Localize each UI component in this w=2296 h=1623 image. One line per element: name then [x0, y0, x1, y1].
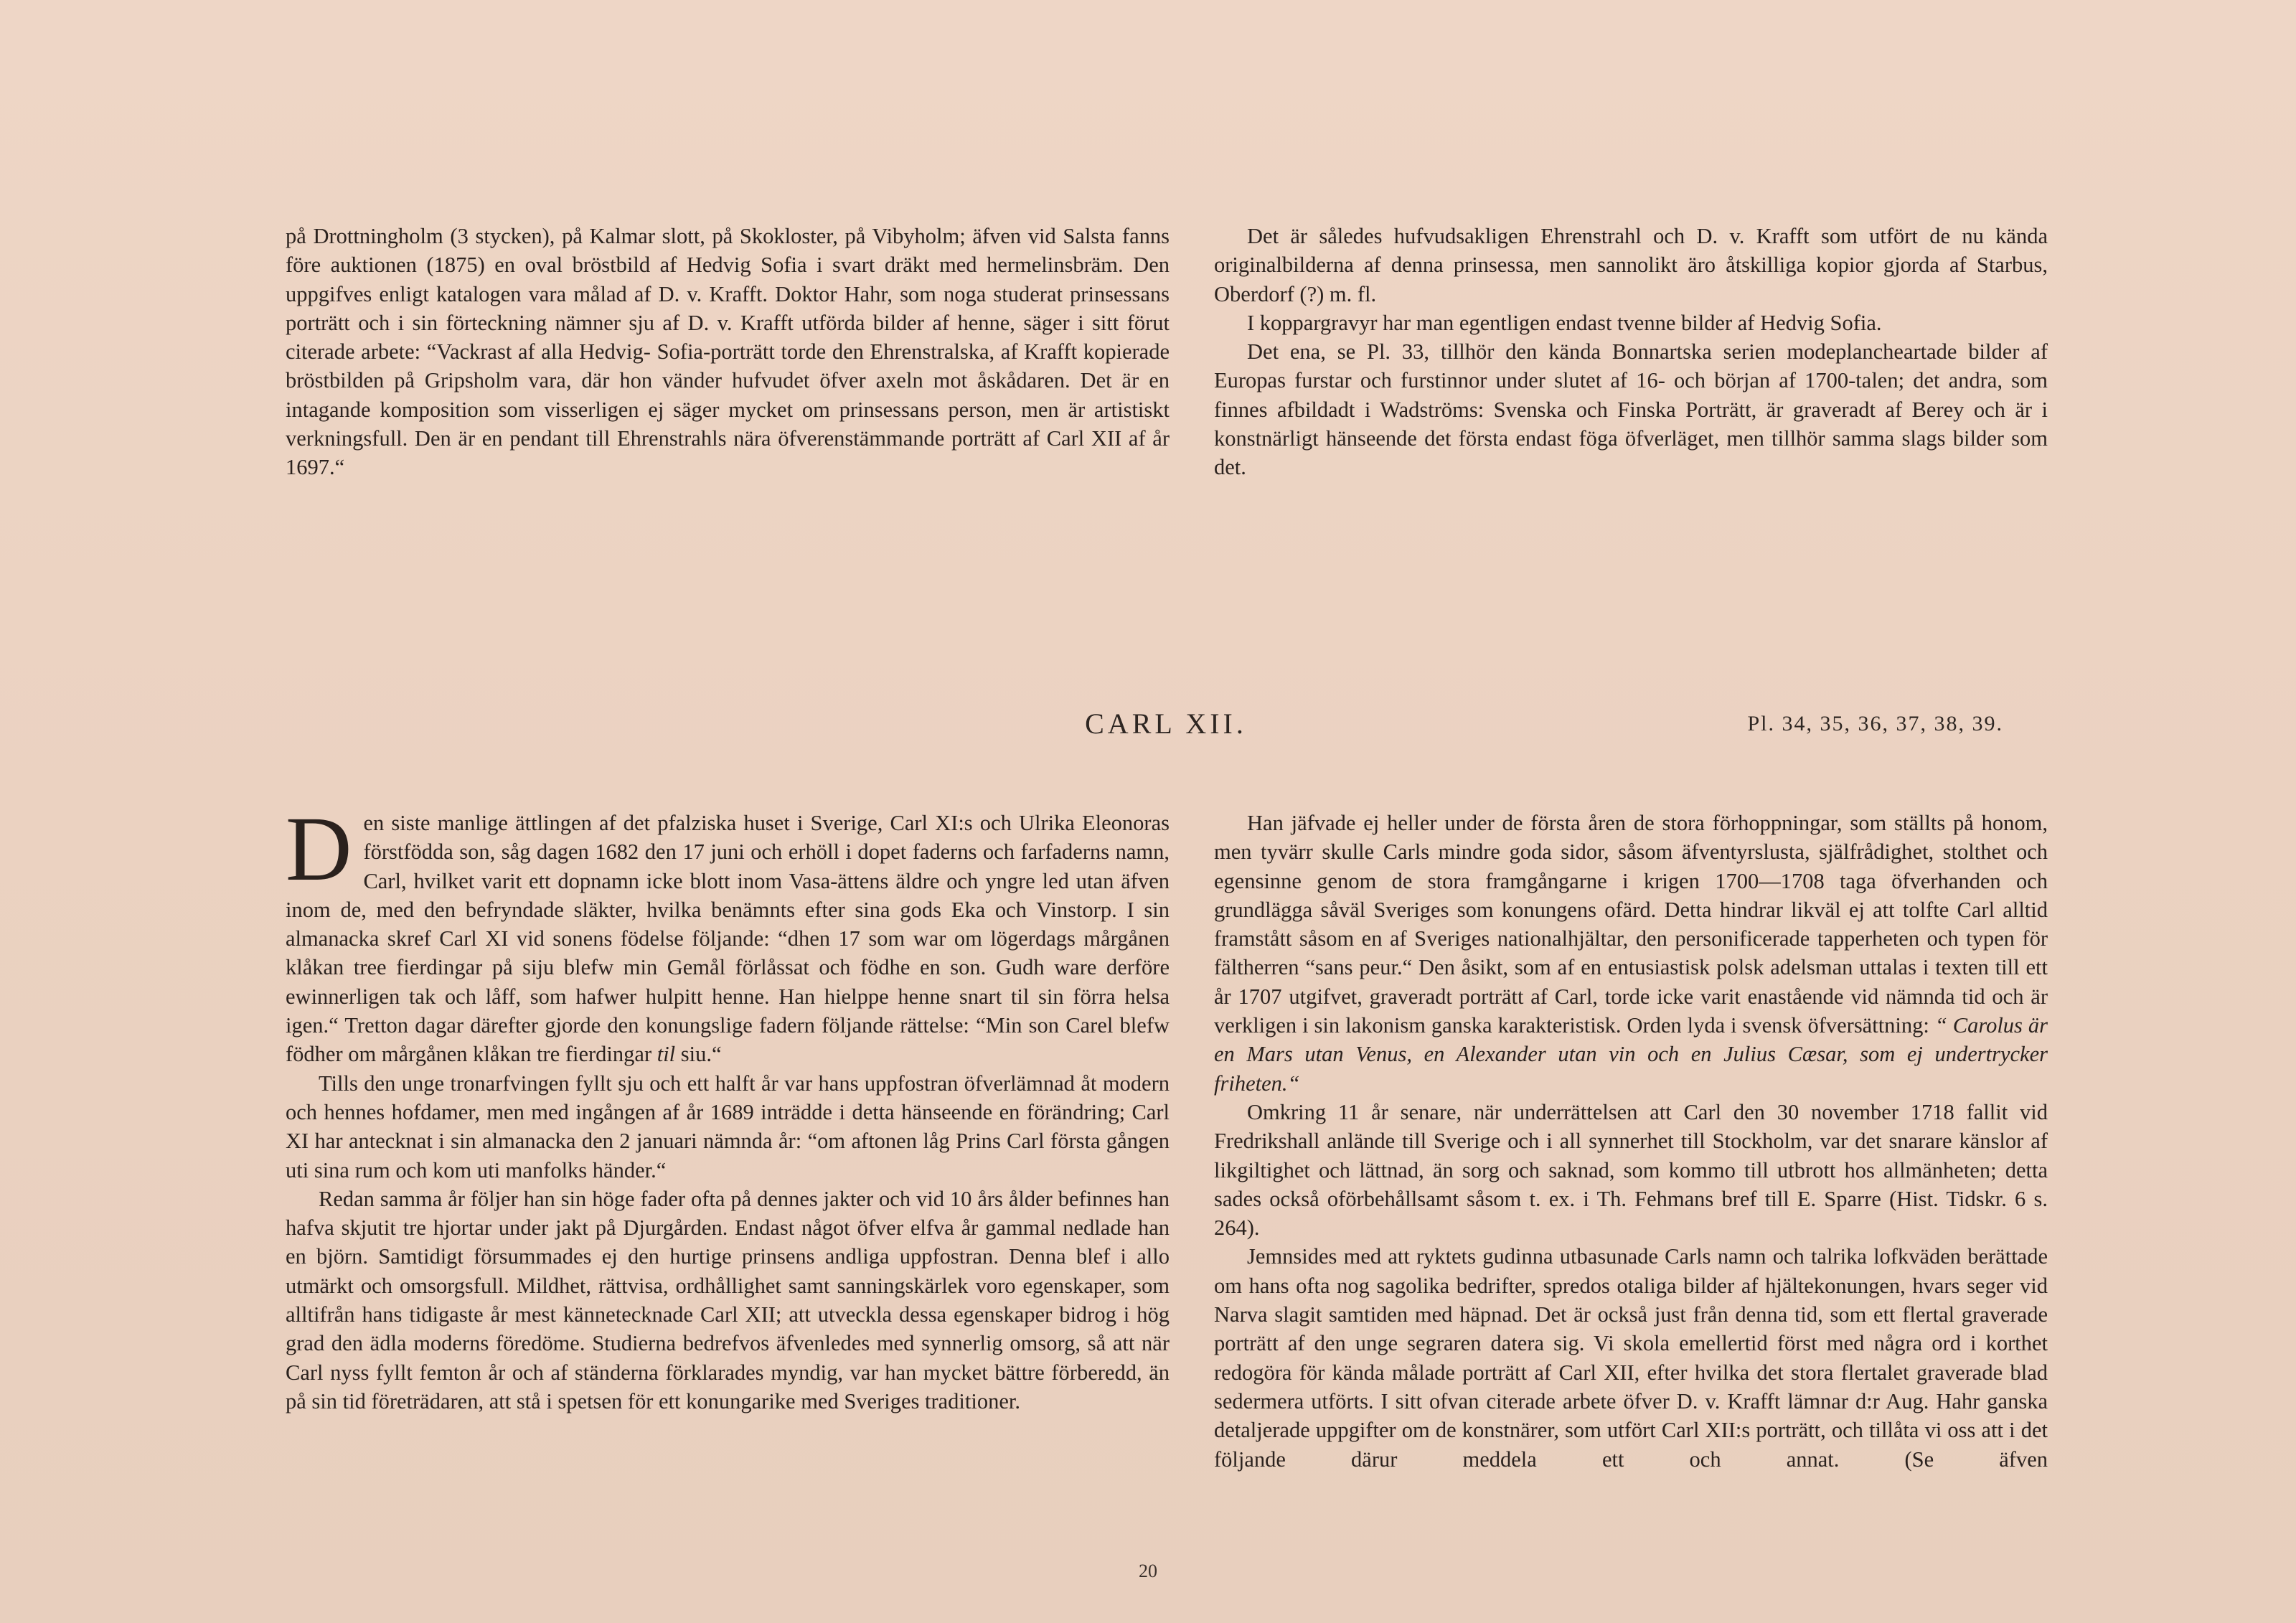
section-heading: CARL XII.	[1085, 707, 1247, 740]
paragraph-text-end: siu.“	[675, 1042, 722, 1067]
paragraph: Redan samma år följer han sin höge fader ofta på dennes jakter och vid 10 års ålder befinnes han hafva skjutit tre hjortar under jakt på Djurgården. Endast något öfver elfva år gammal nedlade han en björn. Samtidigt försummades ej den hurtige prinsens andliga uppfostran. Denna blef i allo utmärkt och omsorgsfull. Mildhet, rättvisa, ordhållighet samt sanningskärlek voro egenskaper, som alltifrån hans tidigaste år mest kännetecknade Carl XII; att utveckla dessa egenskaper bidrog i hög grad den ädla moderns föredöme. Studierna bedrefvos äfvenledes med synnerlig omsorg, så att när Carl nyss fyllt femton år och af ständerna förklarades myndig, var han mycket bättre förberedd, än på sin tid företrädaren, att stå i spetsen för ett konungarike med Sveriges traditioner.	[286, 1186, 1170, 1413]
page-number: 20	[1139, 1561, 1157, 1581]
top-left-column	[286, 222, 1170, 482]
top-right-column	[1214, 222, 2048, 482]
italic-word: til	[657, 1042, 676, 1067]
paragraph	[1214, 809, 2048, 1098]
paragraph-text: en siste manlige ättlingen af det pfalziska huset i Sverige, Carl XI:s och Ulrika Eleonoras förstfödda son, såg dagen 1682 den 17 juni och erhöll i dopet faderns och farfaderns namn, Carl, hvilket varit ett dopnamn icke blott inom Vasa-ättens äldre och yngre led utan äfven inom de, med den befryndade släkter, hvilka benämnts efter sina gods Eka och Vinstorp. I sin almanacka skref Carl XI vid sonens födelse följande: “dhen 17 som war om lögerdags mårgånen klåkan tree fierdingar på siju blefw min Gemål förlåssat och födhe en son. Gudh ware derföre ewinnerligen tak och låff, som hafwer hulpitt henne. Han hielppe henne snart til sin förra helsa igen.“ Tretton dagar därefter gjorde den konungslige fadern följande rättelse: “Min son Carel blefw födher om mårgånen klåkan tre fierdingar	[286, 811, 1170, 1067]
italic-quote: “ Carolus är en Mars utan Venus, en Alexander utan vin och en Julius Cæsar, som ej undertrycker friheten.“	[1214, 1013, 2048, 1096]
paragraph: Det ena, se Pl. 33, tillhör den kända Bonnartska serien modeplancheartade bilder af Europas furstar och furstinnor under slutet af 16- och början af 1700-talen; det andra, som finnes afbildadt i Wadströms: Svenska och Finska Porträtt, är graveradt af Berey och är i konstnärligt hänseende det första endast föga öfverläget, men tillhör samma slags bilder som det.	[1214, 339, 2048, 480]
paragraph: Det är således hufvudsakligen Ehrenstrahl och D. v. Krafft som utfört de nu kända originalbilderna af denna prinsessa, men sannolikt äro åtskilliga kopior gjorda af Starbus, Oberdorf (?) m. fl.	[1214, 224, 2048, 306]
plate-references: Pl. 34, 35, 36, 37, 38, 39.	[1747, 712, 2003, 735]
bottom-right-column	[1214, 809, 2048, 1474]
paragraph: Jemnsides med att ryktets gudinna utbasunade Carls namn och talrika lofkväden berättade om hans ofta nog sagolika bedrifter, spredos otaliga bilder af hjältekonungen, hvars seger vid Narva slagit samtiden med häpnad. Det är också just från denna tid, som ett flertal graverade porträtt af den unge segraren datera sig. Vi skola emellertid först med några ord i korthet redogöra för kända målade porträtt af Carl XII, efter hvilka det stora flertalet graverade blad sedermera utförts. I sitt ofvan citerade arbete öfver D. v. Krafft lämnar d:r Aug. Hahr ganska detaljerade uppgifter om de konstnärer, som utfört Carl XII:s porträtt, och tillåta vi oss att i det följande därur meddela ett och annat. (Se äfven	[1214, 1244, 2048, 1472]
paragraph-text: Han jäfvade ej heller under de första åren de stora förhoppningar, som ställts på honom, men tyvärr skulle Carls mindre goda sidor, såsom äfventyrslusta, själfrådighet, stolthet och egensinne genom de stora framgångarne i krigen 1700—1708 taga öfverhanden och grundlägga såväl Sveriges som konungens ofärd. Detta hindrar likväl ej att tolfte Carl alltid framstått såsom en af Sveriges nationalhjältar, den personificerade tapperheten och typen för fältherren “sans peur.“ Den åsikt, som af en entusiastisk polsk adelsman uttalas i texten till ett år 1707 utgifvet, graveradt porträtt af Carl, torde icke varit enastående vid nämnda tid och är verkligen i sin lakonism ganska karakteristisk. Orden lyda i svensk öfversättning:	[1214, 811, 2048, 1038]
paragraph: I koppargravyr har man egentligen endast tvenne bilder af Hedvig Sofia.	[1247, 310, 1882, 335]
drop-cap: D	[286, 798, 352, 900]
paragraph: Tills den unge tronarfvingen fyllt sju och ett halft år var hans uppfostran öfverlämnad åt modern och hennes hofdamer, men med ingången af år 1689 inträdde i detta hänseende en förändring; Carl XI har antecknat i sin almanacka den 2 januari nämnda år: “om aftonen låg Prins Carl första gången uti sina rum och kom uti manfolks händer.“	[286, 1071, 1170, 1182]
paragraph: Omkring 11 år senare, när underrättelsen att Carl den 30 november 1718 fallit vid Fredrikshall anlände till Sverige och i all synnerhet till Stockholm, var det snarare känslor af likgiltighet och lättnad, än sorg och saknad, som kommo till utbrott hos allmänheten; detta sades också oförbehållsamt såsom t. ex. i Th. Fehmans bref till E. Sparre (Hist. Tidskr. 6 s. 264).	[1214, 1099, 2048, 1241]
paragraph: på Drottningholm (3 stycken), på Kalmar slott, på Skokloster, på Vibyholm; äfven vid Salsta fanns före auktionen (1875) en oval bröstbild af Hedvig Sofia i svart dräkt med hermelinsbräm. Den uppgifves enligt katalogen vara målad af D. v. Krafft. Doktor Hahr, som noga studerat prinsessans porträtt och i sin förteckning nämner sju af D. v. Krafft utförda bilder af henne, säger i sitt förut citerade arbete: “Vackrast af alla Hedvig- Sofia-porträtt torde den Ehrenstralska, af Krafft kopierade bröstbilden på Gripsholm vara, där hon vänder hufvudet öfver axeln mot åskådaren. Det är en intagande komposition som visserligen ej säger mycket om prinsessans person, men är artistiskt verkningsfull. Den är en pendant till Ehrenstrahls nära öfverenstämmande porträtt af Carl XII af år 1697.“	[286, 224, 1170, 480]
paragraph	[286, 798, 1170, 1069]
bottom-left-column	[286, 798, 1170, 1416]
